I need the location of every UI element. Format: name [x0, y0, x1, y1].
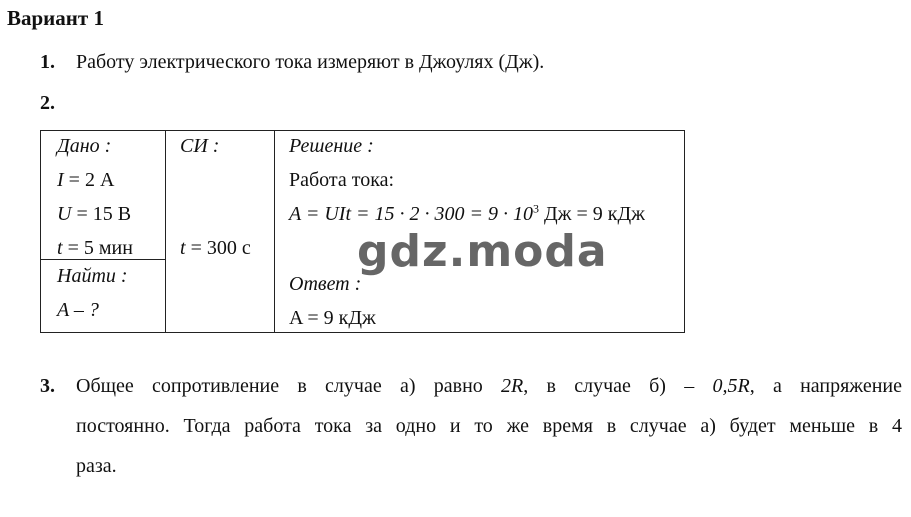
watermark-logo: gdz.moda [357, 226, 608, 277]
find-header: Найти : [57, 265, 128, 287]
q1-text: Работу электрического тока измеряют в Джоулях (Дж). [76, 51, 545, 73]
given-time: t = 5 мин [57, 237, 133, 259]
solution-formula: A = UIt = $15 \cdot 2 \cdot 300 = 9 \cdot 10^3$ Дж = 9 кДж [289, 201, 645, 225]
answer-value: A = 9 кДж [289, 307, 376, 329]
q1-number: 1. [40, 51, 55, 73]
find-value: A – ? [57, 299, 99, 321]
solution-header: Решение : [289, 135, 374, 157]
given-header: Дано : [57, 135, 112, 157]
solution-line1: Работа тока: [289, 169, 395, 191]
variant-title: Вариант 1 [7, 6, 104, 30]
q3-line-3: раза. [76, 455, 117, 477]
q3-text [76, 366, 902, 486]
q3-number: 3. [40, 375, 55, 397]
q2-number: 2. [40, 92, 55, 114]
si-header: СИ : [180, 135, 220, 157]
q3-line-1: Общее сопротивление в случае а) равно 2R, в случае б) – 0,5R, а напряжение [76, 375, 903, 397]
given-voltage: U = 15 В [57, 203, 132, 225]
si-value: t = 300 с [180, 237, 251, 259]
q3-line-2: постоянно. Тогда работа тока за одно и то же время в случае а) будет меньше в 4 [76, 415, 902, 437]
table-divider-1 [165, 131, 166, 332]
answer-header: Ответ : [289, 273, 362, 295]
given-current: I = 2 А [57, 169, 115, 191]
table-divider-2 [274, 131, 275, 332]
